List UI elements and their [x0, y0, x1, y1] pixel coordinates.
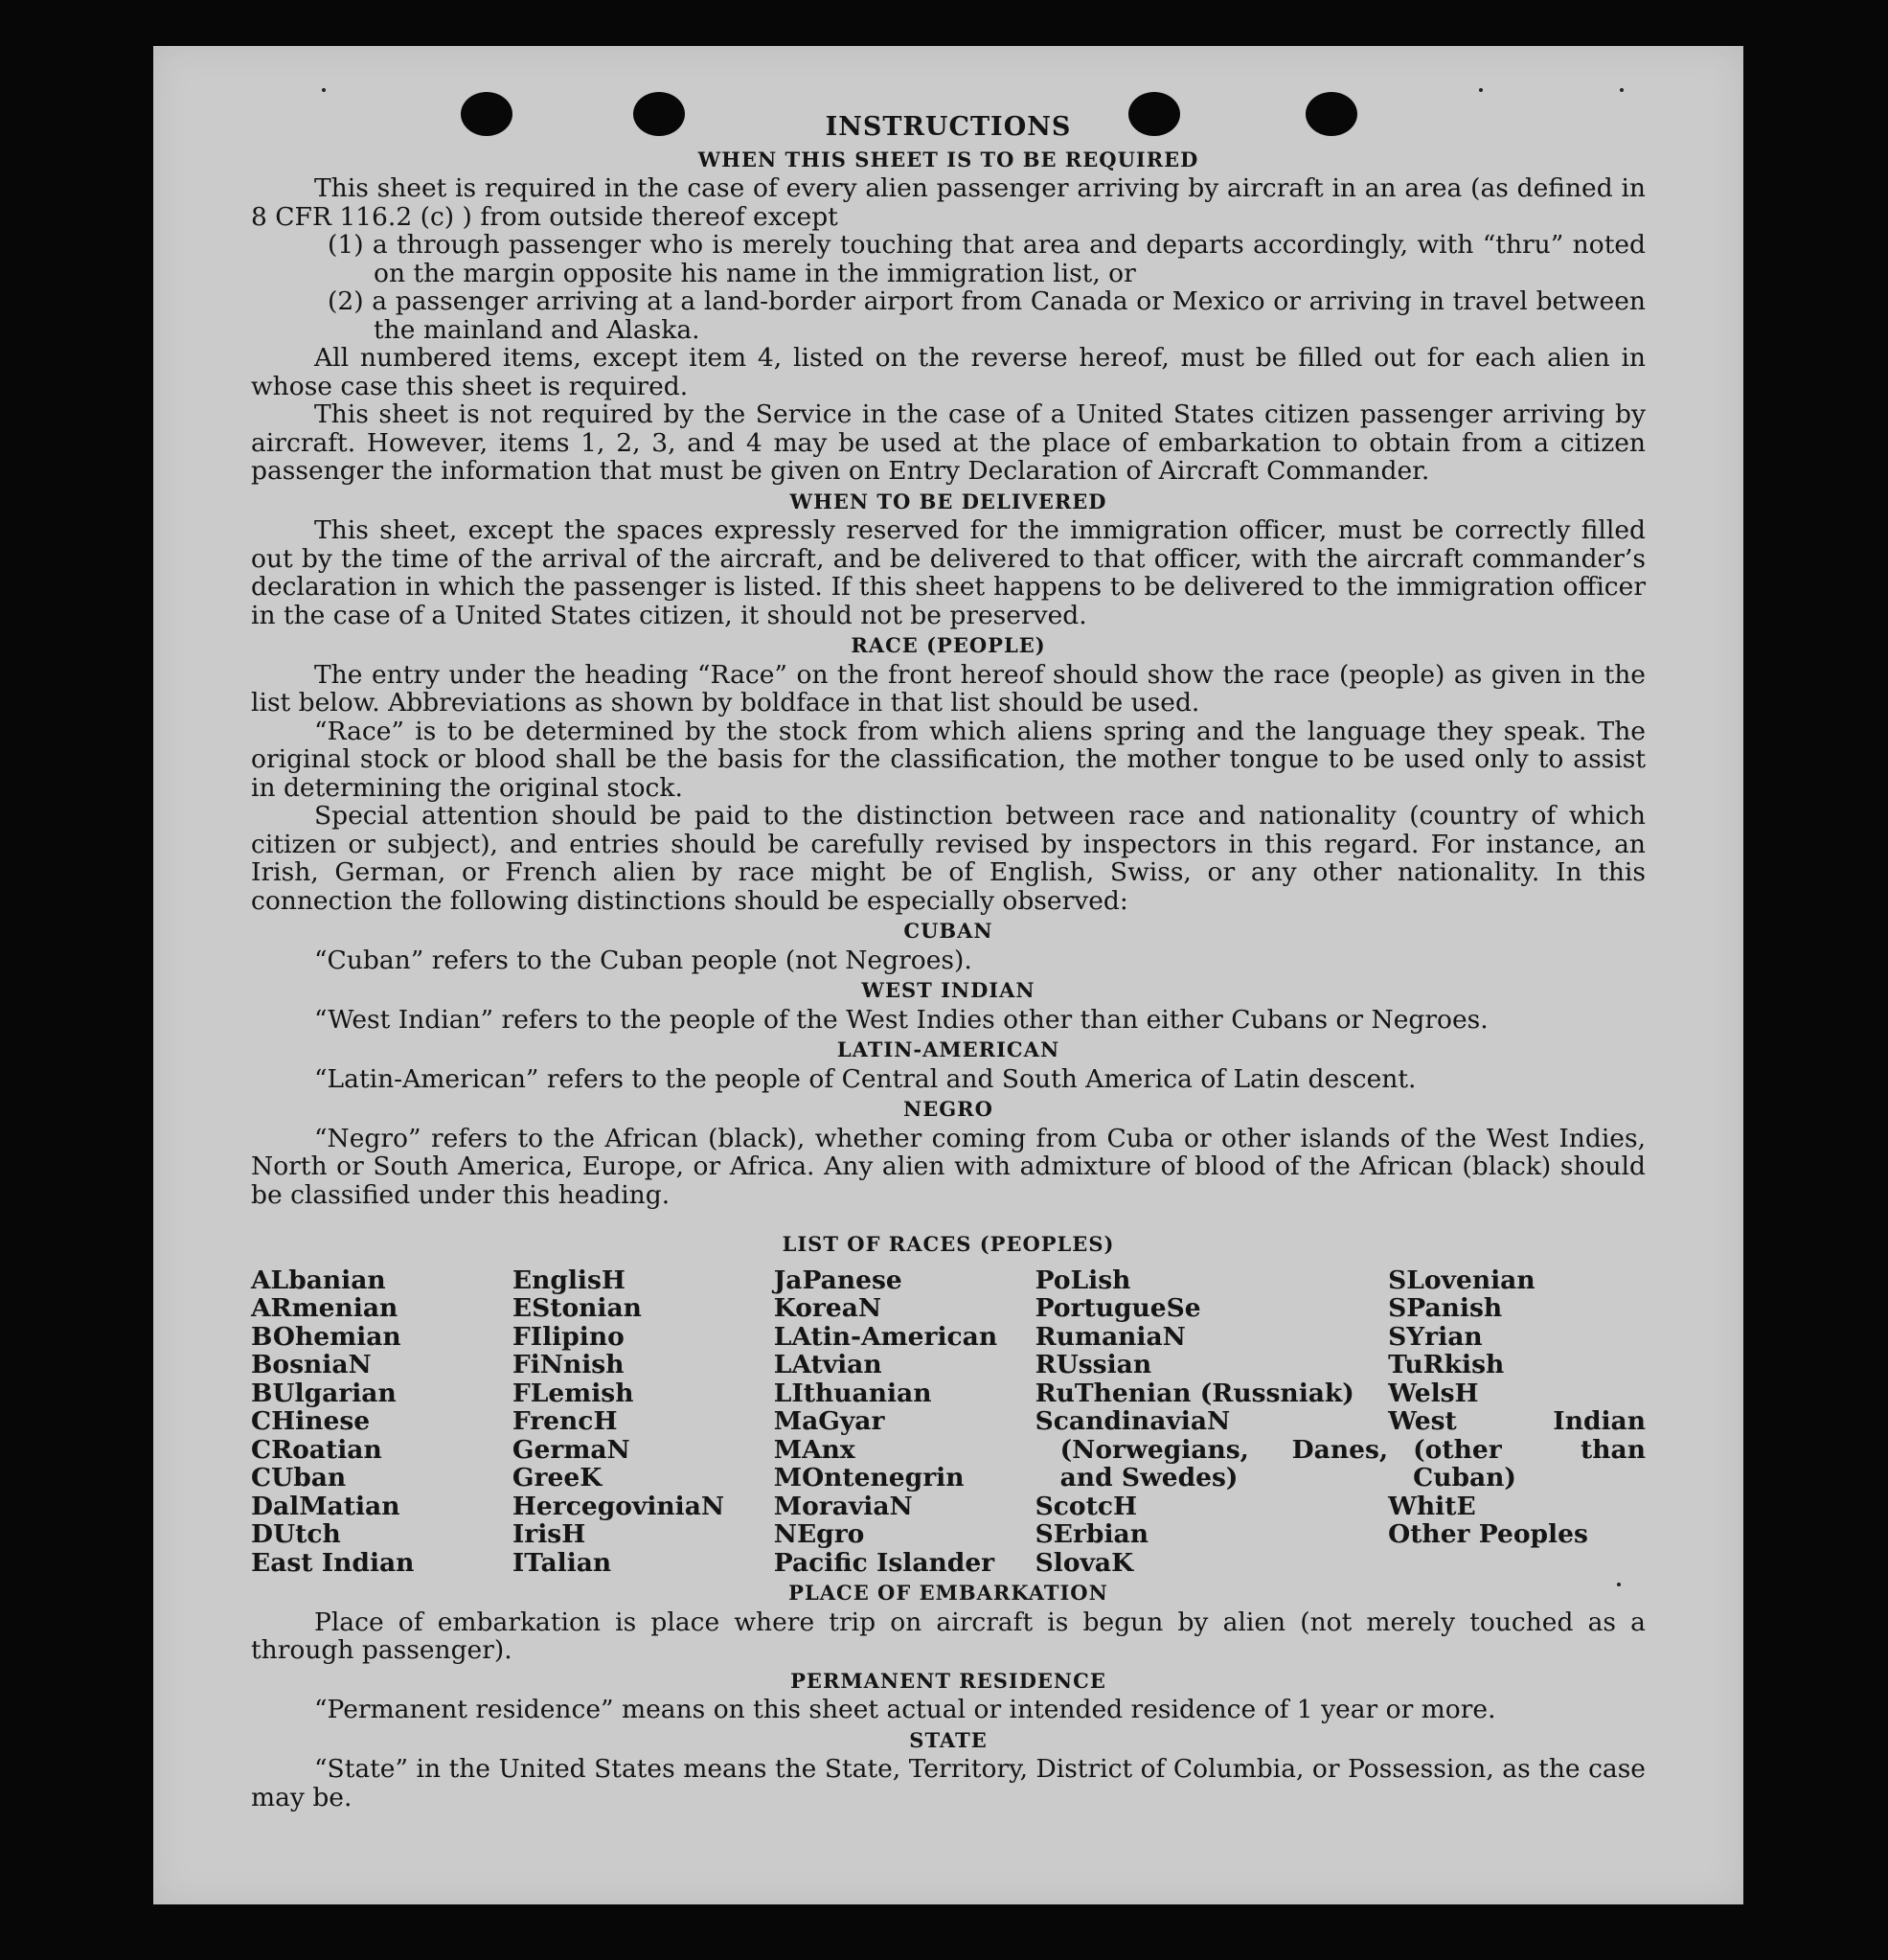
race-item: JaPanese	[773, 1265, 902, 1295]
paragraph: All numbered items, except item 4, listed on the reverse hereof, must be filled out for each alien in whose case this sheet is required.	[251, 343, 1646, 401]
paper-speck	[322, 88, 326, 92]
race-item: LAtvian	[773, 1350, 882, 1379]
race-item: SErbian	[1035, 1519, 1149, 1549]
paragraph: This sheet is required in the case of every alien passenger arriving by aircraft in an area (as defined in 8 CFR 116.2 (c) ) from outside thereof except	[251, 173, 1646, 232]
paper-speck	[1479, 88, 1483, 92]
heading-embarkation: PLACE OF EMBARKATION	[788, 1581, 1108, 1605]
race-item: EnglisH	[512, 1265, 626, 1295]
race-item: SPanish	[1388, 1293, 1503, 1323]
race-item: Other Peoples	[1388, 1519, 1588, 1549]
race-item: MoraviaN	[773, 1491, 913, 1521]
instructions-text	[251, 113, 1646, 1812]
race-item: ARmenian	[251, 1293, 398, 1323]
race-item: ALbanian	[251, 1265, 386, 1295]
race-item: GreeK	[512, 1463, 603, 1493]
race-item: FIlipino	[512, 1321, 625, 1352]
heading-list-of-races: LIST OF RACES (PEOPLES)	[782, 1232, 1115, 1256]
race-item: FiNnish	[512, 1350, 625, 1379]
paragraph: “Cuban” refers to the Cuban people (not Negroes).	[314, 945, 972, 975]
races-column-5	[1388, 1266, 1646, 1578]
paragraph: “Negro” refers to the African (black), whether coming from Cuba or other islands of the West Indies, North or South America, Europe, or Africa. Any alien with admixture of blood of the African (black) should be classified under this heading.	[251, 1123, 1646, 1210]
list-item: (2) a passenger arriving at a land-border airport from Canada or Mexico or arriving in travel between the mainland and Alaska.	[328, 286, 1646, 345]
heading-delivered: WHEN TO BE DELIVERED	[789, 489, 1107, 513]
race-item: CHinese	[251, 1406, 371, 1436]
paragraph: This sheet, except the spaces expressly reserved for the immigration officer, must be correctly filled out by the time of the arrival of the aircraft, and be delivered to that officer, with the aircraft commander’s declaration in which the passenger is listed. If this sheet happens to be delivered to the immigration officer in the case of a United States citizen, it should not be preserved.	[251, 515, 1646, 630]
race-item: CRoatian	[251, 1434, 382, 1465]
race-item: MOntenegrin	[773, 1463, 965, 1493]
race-item: MAnx	[773, 1434, 855, 1465]
race-item: ScotcH	[1035, 1491, 1137, 1521]
races-column-1	[251, 1266, 512, 1578]
heading-state: STATE	[909, 1727, 988, 1752]
page-title: INSTRUCTIONS	[825, 112, 1072, 142]
race-item: WhitE	[1388, 1491, 1476, 1521]
race-item: ScandinaviaN (Norwegians, Danes, and Swedes)	[1035, 1406, 1389, 1493]
race-item: TuRkish	[1388, 1350, 1505, 1379]
paragraph: The entry under the heading “Race” on the front hereof should show the race (people) as given in the list below. Abbreviations as shown by boldface in that list should be used.	[251, 659, 1646, 718]
race-item: RumaniaN	[1035, 1321, 1186, 1352]
race-item: FrencH	[512, 1406, 618, 1436]
race-item: SYrian	[1388, 1321, 1483, 1352]
paragraph: Special attention should be paid to the distinction between race and nationality (country of which citizen or subject), and entries should be carefully revised by inspectors in this regard. For instance, an Irish, German, or French alien by race might be of English, Swiss, or any other nationality. In this connection the following distinctions should be especially observed:	[251, 801, 1646, 916]
race-item: IrisH	[512, 1519, 586, 1549]
race-item: PortugueSe	[1035, 1293, 1201, 1323]
race-item: HercegoviniaN	[512, 1491, 725, 1521]
paragraph: “Latin-American” refers to the people of Central and South America of Latin descent.	[314, 1063, 1417, 1094]
race-item: WelsH	[1388, 1378, 1479, 1408]
race-item: CUban	[251, 1463, 347, 1493]
list-item: (1) a through passenger who is merely touching that area and departs accordingly, with “thru” noted on the margin opposite his name in the immigration list, or	[328, 230, 1646, 288]
race-item: PoLish	[1035, 1265, 1131, 1295]
race-item: FLemish	[512, 1378, 634, 1408]
document-sheet	[153, 46, 1743, 1904]
heading-required: WHEN THIS SHEET IS TO BE REQUIRED	[697, 147, 1199, 171]
race-item: SlovaK	[1035, 1547, 1134, 1578]
race-item: RuThenian (Russniak)	[1035, 1378, 1354, 1408]
races-column-4	[1035, 1266, 1388, 1578]
race-item: BUlgarian	[251, 1378, 397, 1408]
race-item: West Indian (other than Cuban)	[1388, 1406, 1646, 1493]
paragraph: “Race” is to be determined by the stock from which aliens spring and the language they speak. The original stock or blood shall be the basis for the classification, the mother tongue to be used only to assist in determining the original stock.	[251, 716, 1646, 803]
paragraph: “West Indian” refers to the people of the West Indies other than either Cubans or Negroes.	[314, 1004, 1489, 1035]
heading-negro: NEGRO	[903, 1097, 993, 1121]
paragraph: This sheet is not required by the Service in the case of a United States citizen passenger arriving by aircraft. However, items 1, 2, 3, and 4 may be used at the place of embarkation to obtain from a citizen passenger the information that must be given on Entry Declaration of Aircraft Commander.	[251, 399, 1646, 486]
race-item: DalMatian	[251, 1491, 400, 1521]
race-item: GermaN	[512, 1434, 630, 1465]
heading-race: RACE (PEOPLE)	[851, 633, 1046, 657]
race-item: NEgro	[773, 1519, 865, 1549]
race-item: RUssian	[1035, 1350, 1152, 1379]
paragraph: Place of embarkation is place where trip on aircraft is begun by alien (not merely touched as a through passenger).	[251, 1607, 1646, 1665]
paper-speck	[1620, 88, 1624, 92]
race-item: MaGyar	[773, 1406, 885, 1436]
race-item: BOhemian	[251, 1321, 401, 1352]
race-item: LAtin-American	[773, 1321, 998, 1352]
races-column-2	[512, 1266, 774, 1578]
races-column-3	[774, 1266, 1035, 1578]
race-item: KoreaN	[773, 1293, 882, 1323]
race-item: East Indian	[251, 1547, 415, 1578]
heading-west-indian: WEST INDIAN	[861, 978, 1035, 1002]
races-list	[251, 1266, 1646, 1578]
heading-permanent-residence: PERMANENT RESIDENCE	[790, 1668, 1106, 1693]
race-item: EStonian	[512, 1293, 642, 1323]
race-item: ITalian	[512, 1547, 612, 1578]
race-item: BosniaN	[251, 1350, 372, 1379]
paragraph: “Permanent residence” means on this sheet actual or intended residence of 1 year or more.	[314, 1695, 1496, 1724]
race-item: DUtch	[251, 1519, 341, 1549]
paragraph: “State” in the United States means the State, Territory, District of Columbia, or Possession, as the case may be.	[251, 1754, 1646, 1812]
race-item: Pacific Islander	[773, 1547, 995, 1578]
heading-cuban: CUBAN	[903, 919, 993, 943]
race-item: LIthuanian	[773, 1378, 932, 1408]
race-item: SLovenian	[1388, 1265, 1535, 1295]
heading-latin-american: LATIN-AMERICAN	[836, 1037, 1060, 1061]
